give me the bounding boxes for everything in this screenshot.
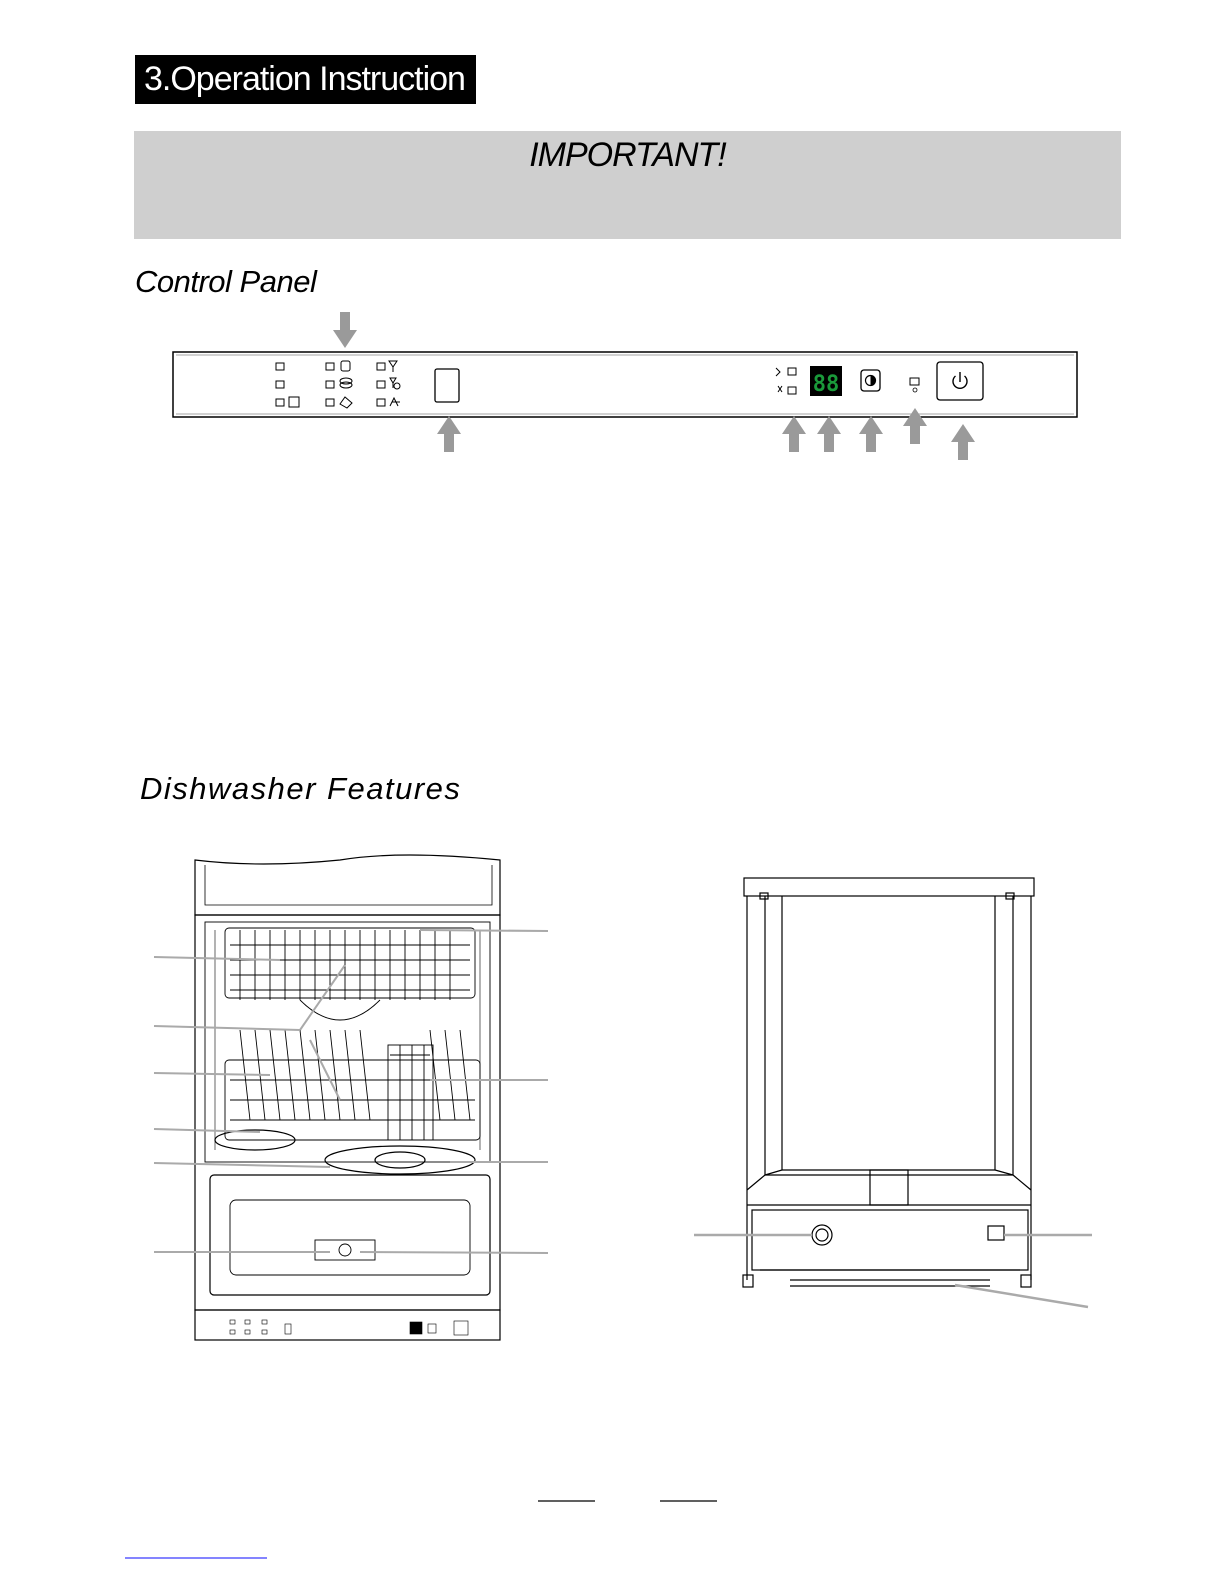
- power-indicator: [910, 378, 919, 385]
- features-heading: Dishwasher Features: [140, 771, 462, 806]
- control-panel-heading: Control Panel: [135, 264, 317, 299]
- dishwasher-front-diagram: [154, 855, 548, 1340]
- dishwasher-back-diagram: [694, 878, 1092, 1307]
- section-title: 3.Operation Instruction: [135, 55, 476, 104]
- control-panel-diagram: [173, 312, 1077, 460]
- delay-button[interactable]: [861, 370, 880, 391]
- power-button[interactable]: [937, 362, 983, 400]
- display-digits: 88: [812, 372, 840, 397]
- display-icon: [810, 366, 842, 397]
- program-button[interactable]: [435, 369, 459, 402]
- important-title: IMPORTANT!: [529, 136, 726, 174]
